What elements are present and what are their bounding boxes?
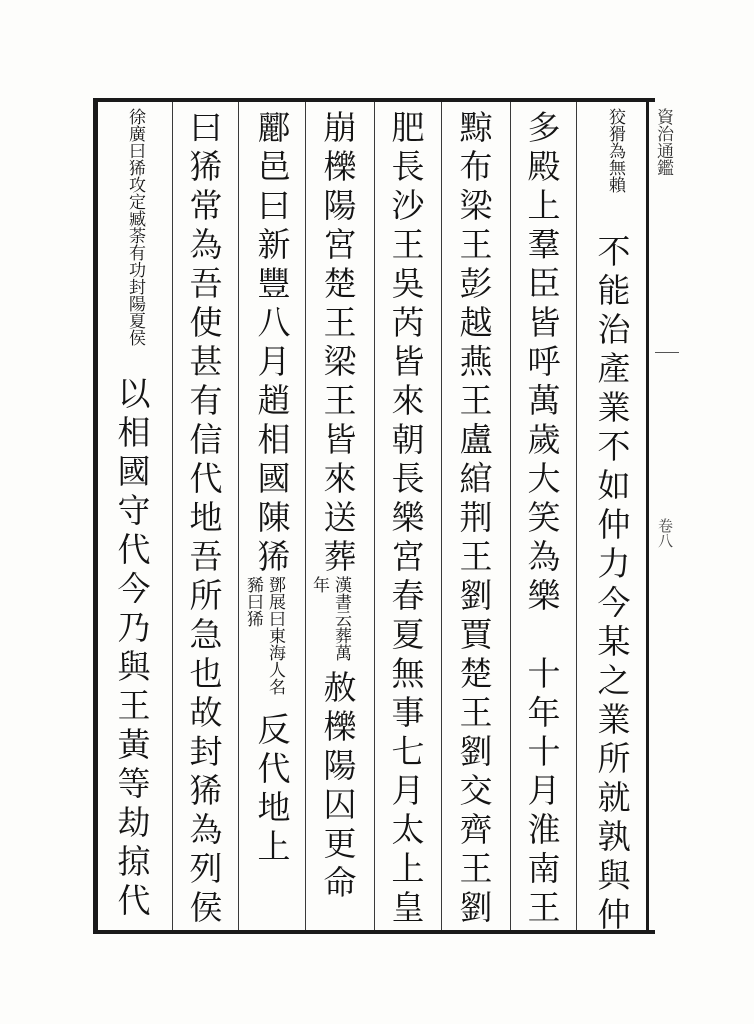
text-column (590, 108, 638, 934)
column-main-text (590, 232, 638, 934)
glyph: 為 (189, 810, 223, 849)
glyph: 命 (323, 863, 357, 902)
glyph: 狶 (189, 147, 223, 186)
glyph: 櫟 (323, 147, 357, 186)
interlinear-annotation: 徐廣曰狶攻定臧荼有功封陽夏侯 (125, 108, 145, 346)
column-main-text (452, 108, 500, 927)
glyph: 芮 (391, 303, 425, 342)
column-rule (172, 102, 173, 930)
glyph: 以 (117, 374, 151, 413)
glyph: 為 (189, 225, 223, 264)
glyph: 年 (527, 693, 561, 732)
glyph: 相 (257, 420, 291, 459)
glyph: 業 (597, 388, 631, 427)
text-column (182, 108, 230, 928)
glyph: 梁 (459, 186, 493, 225)
glyph: 月 (391, 771, 425, 810)
glyph: 來 (391, 381, 425, 420)
page-margin-strip (649, 98, 679, 934)
column-main-text (316, 108, 364, 576)
glyph: 信 (189, 420, 223, 459)
glyph: 歲 (527, 420, 561, 459)
glyph: 今 (117, 569, 151, 608)
glyph: 吾 (189, 264, 223, 303)
glyph: 為 (527, 537, 561, 576)
glyph: 楚 (323, 264, 357, 303)
glyph: 邑 (257, 147, 291, 186)
interlinear-annotation: 漢書云葬萬年 (309, 576, 351, 661)
glyph: 與 (117, 647, 151, 686)
glyph: 某 (597, 622, 631, 661)
glyph: 王 (117, 686, 151, 725)
glyph: 肥 (391, 108, 425, 147)
glyph: 狶 (257, 537, 291, 576)
column-main-text (110, 374, 158, 920)
glyph: 相 (117, 413, 151, 452)
glyph: 無 (391, 654, 425, 693)
glyph: 陽 (323, 186, 357, 225)
glyph: 代 (117, 881, 151, 920)
glyph (520, 615, 568, 654)
glyph: 宮 (323, 225, 357, 264)
column-rule (510, 102, 511, 930)
glyph: 臣 (527, 264, 561, 303)
glyph: 太 (391, 810, 425, 849)
glyph: 狶 (189, 771, 223, 810)
glyph: 乃 (117, 608, 151, 647)
column-annotation-block (309, 576, 364, 668)
glyph: 十 (527, 654, 561, 693)
glyph: 劉 (459, 888, 493, 927)
glyph: 上 (391, 849, 425, 888)
text-column (452, 108, 500, 928)
glyph: 月 (527, 771, 561, 810)
glyph: 國 (117, 452, 151, 491)
glyph: 如 (597, 466, 631, 505)
glyph: 陽 (323, 746, 357, 785)
glyph: 國 (257, 459, 291, 498)
glyph: 十 (527, 732, 561, 771)
column-rule (441, 102, 442, 930)
glyph: 吾 (189, 537, 223, 576)
glyph: 代 (117, 530, 151, 569)
glyph: 仲 (597, 895, 631, 934)
glyph: 梁 (323, 342, 357, 381)
glyph: 劫 (117, 803, 151, 842)
glyph: 陳 (257, 498, 291, 537)
glyph: 春 (391, 576, 425, 615)
column-main-text (316, 668, 364, 902)
glyph: 不 (597, 427, 631, 466)
glyph: 不 (597, 232, 631, 271)
glyph: 劉 (459, 732, 493, 771)
glyph: 侯 (189, 888, 223, 927)
text-column (520, 108, 568, 928)
glyph: 新 (257, 225, 291, 264)
text-column (110, 108, 158, 928)
glyph: 羣 (527, 225, 561, 264)
glyph: 守 (117, 491, 151, 530)
column-rule (374, 102, 375, 930)
margin-juan-label: 卷八 (656, 518, 674, 548)
column-main-text (384, 108, 432, 927)
glyph: 與 (597, 856, 631, 895)
glyph: 沙 (391, 186, 425, 225)
column-annotation-block (243, 576, 298, 710)
frame-bottom-border (93, 930, 655, 934)
glyph: 事 (391, 693, 425, 732)
glyph: 地 (189, 498, 223, 537)
glyph: 故 (189, 693, 223, 732)
glyph: 治 (597, 310, 631, 349)
glyph: 櫟 (323, 707, 357, 746)
glyph: 甚 (189, 342, 223, 381)
glyph: 所 (597, 739, 631, 778)
glyph: 月 (257, 342, 291, 381)
glyph: 皆 (323, 420, 357, 459)
glyph: 皇 (391, 888, 425, 927)
glyph: 王 (459, 693, 493, 732)
glyph: 代 (189, 459, 223, 498)
glyph: 王 (459, 381, 493, 420)
glyph: 皆 (391, 342, 425, 381)
glyph: 朝 (391, 420, 425, 459)
glyph: 黥 (459, 108, 493, 147)
column-main-text (250, 108, 298, 576)
glyph: 劉 (459, 576, 493, 615)
glyph: 黃 (117, 725, 151, 764)
glyph: 曰 (189, 108, 223, 147)
glyph: 之 (597, 661, 631, 700)
glyph: 孰 (597, 817, 631, 856)
glyph: 常 (189, 186, 223, 225)
glyph: 吳 (391, 264, 425, 303)
glyph: 楚 (459, 654, 493, 693)
glyph: 王 (527, 888, 561, 927)
glyph: 南 (527, 849, 561, 888)
column-main-text (182, 108, 230, 927)
glyph: 囚 (323, 785, 357, 824)
glyph: 王 (323, 303, 357, 342)
glyph: 仲 (597, 505, 631, 544)
glyph: 綰 (459, 459, 493, 498)
glyph: 王 (459, 849, 493, 888)
glyph: 彭 (459, 264, 493, 303)
glyph: 能 (597, 271, 631, 310)
glyph: 來 (323, 459, 357, 498)
glyph: 葬 (323, 537, 357, 576)
glyph: 七 (391, 732, 425, 771)
glyph: 長 (391, 459, 425, 498)
glyph: 齊 (459, 810, 493, 849)
glyph: 地 (257, 788, 291, 827)
column-main-text (250, 710, 298, 866)
glyph: 樂 (527, 576, 561, 615)
glyph: 長 (391, 147, 425, 186)
glyph: 反 (257, 710, 291, 749)
glyph: 多 (527, 108, 561, 147)
column-annotation-block (110, 108, 158, 374)
glyph: 使 (189, 303, 223, 342)
glyph: 所 (189, 576, 223, 615)
glyph: 宮 (391, 537, 425, 576)
glyph: 代 (257, 749, 291, 788)
glyph: 盧 (459, 420, 493, 459)
glyph: 急 (189, 615, 223, 654)
column-rule (576, 102, 577, 930)
glyph: 力 (597, 544, 631, 583)
text-column (243, 108, 298, 928)
interlinear-annotation: 鄧展曰東海人名豨曰狶 (243, 576, 285, 695)
glyph: 王 (391, 225, 425, 264)
glyph: 越 (459, 303, 493, 342)
glyph: 產 (597, 349, 631, 388)
glyph: 曰 (257, 186, 291, 225)
frame-left-border (93, 98, 98, 934)
text-column (384, 108, 432, 928)
text-column (309, 108, 364, 928)
glyph: 夏 (391, 615, 425, 654)
glyph: 今 (597, 583, 631, 622)
glyph: 酈 (257, 108, 291, 147)
glyph: 豐 (257, 264, 291, 303)
glyph: 赦 (323, 668, 357, 707)
glyph: 大 (527, 459, 561, 498)
glyph: 殿 (527, 147, 561, 186)
glyph: 有 (189, 381, 223, 420)
column-rule (305, 102, 306, 930)
glyph: 上 (527, 186, 561, 225)
glyph: 淮 (527, 810, 561, 849)
glyph: 更 (323, 824, 357, 863)
glyph: 列 (189, 849, 223, 888)
glyph: 掠 (117, 842, 151, 881)
glyph: 王 (459, 537, 493, 576)
glyph: 賈 (459, 615, 493, 654)
glyph: 趙 (257, 381, 291, 420)
glyph: 布 (459, 147, 493, 186)
glyph: 業 (597, 700, 631, 739)
glyph: 崩 (323, 108, 357, 147)
glyph: 萬 (527, 381, 561, 420)
interlinear-annotation: 狡猾為無賴 (605, 108, 625, 193)
column-main-text (520, 108, 568, 927)
glyph: 封 (189, 732, 223, 771)
glyph: 呼 (527, 342, 561, 381)
glyph: 也 (189, 654, 223, 693)
glyph: 就 (597, 778, 631, 817)
glyph: 上 (257, 827, 291, 866)
glyph: 荆 (459, 498, 493, 537)
glyph: 王 (323, 381, 357, 420)
margin-tick (655, 352, 679, 353)
glyph: 燕 (459, 342, 493, 381)
glyph: 王 (459, 225, 493, 264)
margin-book-title: 資治通鑑 (653, 108, 673, 176)
glyph: 皆 (527, 303, 561, 342)
glyph: 笑 (527, 498, 561, 537)
column-annotation-block (590, 108, 638, 232)
glyph: 樂 (391, 498, 425, 537)
glyph: 等 (117, 764, 151, 803)
glyph: 送 (323, 498, 357, 537)
glyph: 八 (257, 303, 291, 342)
column-rule (238, 102, 239, 930)
glyph: 交 (459, 771, 493, 810)
